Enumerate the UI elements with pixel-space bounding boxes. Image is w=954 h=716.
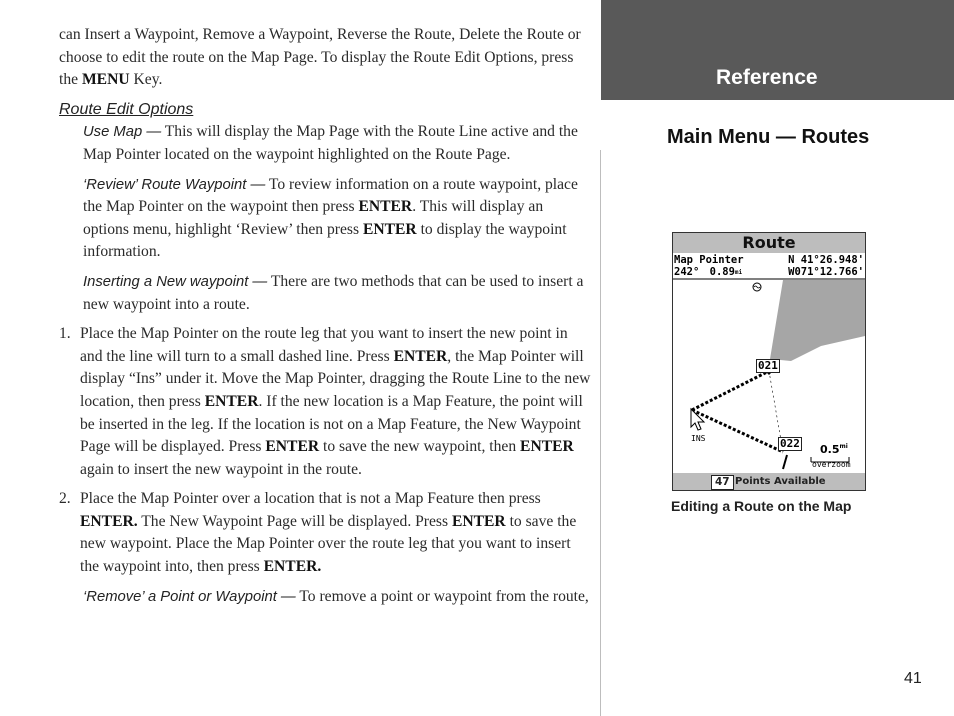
- distance: 0.89: [709, 266, 735, 278]
- list-item: [59, 323, 591, 481]
- list-number: 2.: [59, 490, 71, 508]
- enter-key: ENTER: [451, 512, 506, 530]
- enter-key: ENTER: [265, 438, 320, 456]
- bearing: 242°: [674, 266, 700, 278]
- enter-key: ENTER: [362, 220, 417, 238]
- options-indent: [83, 121, 591, 316]
- review-text-1: To review information on a route waypoint, place the Map Pointer on the waypoint then press: [83, 175, 578, 216]
- scale-number: 0.5: [820, 443, 840, 456]
- scale-unit: mi: [839, 443, 848, 450]
- inserting-text: There are two methods that can be used to insert a new waypoint into a route.: [83, 272, 584, 313]
- use-map-paragraph: [83, 121, 591, 166]
- enter-key: ENTER.: [263, 558, 322, 576]
- use-map-text: This will display the Map Page with the Route Line active and the Map Pointer located on the waypoint highlighted on the Route Page.: [83, 123, 578, 163]
- route-leg-2: [692, 410, 783, 452]
- enter-key: ENTER: [520, 438, 574, 456]
- use-map-term: Use Map —: [83, 124, 162, 141]
- enter-key: ENTER: [393, 347, 448, 365]
- column-divider: [600, 150, 601, 716]
- enter-key: ENTER.: [80, 512, 138, 530]
- inserting-paragraph: [83, 271, 591, 316]
- distance-unit: mi: [734, 269, 743, 276]
- gps-route-screen: [672, 232, 866, 491]
- inserting-term: Inserting a New waypoint —: [83, 273, 268, 290]
- gps-footer: [673, 473, 865, 490]
- list-item: [59, 488, 591, 578]
- list-text: to save the new waypoint, then: [319, 438, 521, 456]
- pointer-label: Map Pointer: [674, 254, 744, 266]
- waypoint-021-label: 021: [758, 359, 778, 372]
- figure-caption: Editing a Route on the Map: [671, 498, 852, 514]
- remove-term: ‘Remove’ a Point or Waypoint —: [83, 588, 296, 605]
- insert-label: INS: [691, 434, 706, 443]
- intro-text: can Insert a Waypoint, Remove a Waypoint, Reverse the Route, Delete the Route or choose to edit the route on the Map Page. To display the Route Edit Options, press the: [59, 26, 581, 89]
- land-area: [770, 280, 865, 361]
- route-edit-options-heading: Route Edit Options: [59, 100, 194, 118]
- waypoint-022-label: 022: [780, 437, 800, 450]
- gps-title: Route: [673, 233, 865, 253]
- remove-text: To remove a point or waypoint from the route,: [295, 587, 589, 605]
- intro-paragraph: [59, 24, 591, 92]
- list-text: Place the Map Pointer over a location that is not a Map Feature then press: [80, 490, 541, 508]
- list-text: to save the new waypoint. Place the Map Pointer over the route leg that you want to insert the waypoint into, then press: [80, 512, 577, 576]
- page-number: 41: [904, 670, 922, 687]
- points-count: 47: [711, 475, 734, 490]
- menu-key: MENU: [81, 71, 130, 89]
- latitude: N 41°26.948': [788, 254, 864, 266]
- enter-key: ENTER: [204, 392, 259, 410]
- review-text-2: . This will display an options menu, highlight ‘Review’ then press: [83, 198, 544, 238]
- list-number: 1.: [59, 325, 71, 343]
- longitude: W071°12.766': [788, 266, 864, 278]
- list-text: . If the new location is a Map Feature, the point will be inserted in the leg. If the location is not on a Map Feature, the New Waypoint Page will be displayed. Press: [80, 392, 583, 456]
- review-paragraph: [83, 174, 591, 264]
- review-text-3: to display the waypoint information.: [83, 220, 567, 261]
- remove-paragraph: [83, 586, 591, 609]
- list-text: The New Waypoint Page will be displayed. Press: [137, 512, 452, 530]
- scale-value: [820, 443, 848, 456]
- list-text: Place the Map Pointer on the route leg that you want to insert the new point in and the line will turn to a small dashed line. Press: [80, 325, 568, 365]
- waypoint-022-flag: [783, 455, 787, 469]
- overzoom-label: overzoom: [812, 460, 851, 469]
- reference-title: Reference: [716, 66, 818, 89]
- remove-indent: [83, 586, 591, 609]
- route-leg-1: [692, 371, 769, 410]
- enter-key: ENTER: [358, 198, 413, 216]
- points-available-label: Points Available: [735, 476, 826, 487]
- body-text-column: [59, 24, 591, 615]
- review-term: ‘Review’ Route Waypoint —: [83, 176, 266, 193]
- list-text: , the Map Pointer will display “Ins” under it. Move the Map Pointer, dragging the Route Line to the new location, then press: [80, 347, 591, 410]
- section-title: Main Menu — Routes: [667, 126, 870, 148]
- list-text: again to insert the new waypoint in the route.: [80, 460, 362, 478]
- intro-tail: Key.: [129, 71, 163, 89]
